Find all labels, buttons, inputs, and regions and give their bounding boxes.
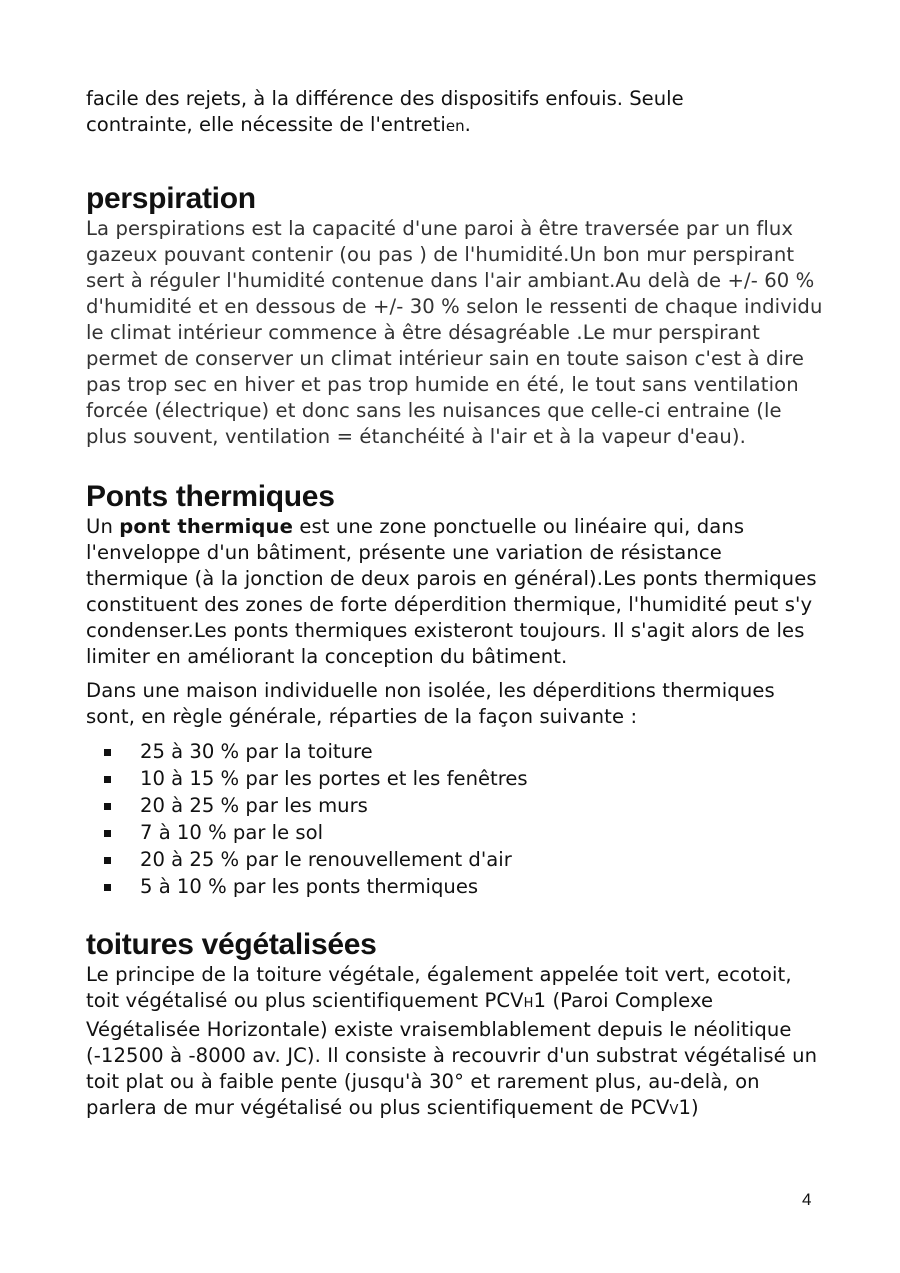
- perspiration-paragraph: La perspirations est la capacité d'une paroi à être traversée par un flux gazeux pouvant contenir (ou pas ) de l'humidité.Un bon mur perspirant sert à réguler l'humidité contenue dans l'air ambiant.Au delà de +/- 60 % d'humidité et en dessous de +/- 30 % selon le ressenti de chaque individu le climat intérieur commence à être désagréable .Le mur perspirant permet de conserver un climat intérieur sain en toute saison c'est à dire pas trop sec en hiver et pas trop humide en été, le tout sans ventilation forcée (électrique) et donc sans les nuisances que celle-ci entraine (le plus souvent, ventilation = étanchéité à l'air et à la vapeur d'eau).: [86, 217, 823, 448]
- ponts-rest: est une zone ponctuelle ou linéaire qui, dans l'enveloppe d'un bâtiment, présente une variation de résistance thermique (à la jonction de deux parois en général).Les ponts thermiques constituent des zones de forte déperdition thermique, l'humidité peut s'y condenser.Les ponts thermiques existeront toujours. Il s'agit alors de les limiter en améliorant la conception du bâtiment.: [86, 515, 817, 668]
- subscript-h: H: [523, 996, 534, 1011]
- intro-line-2-small: en: [445, 117, 465, 135]
- ponts-lead: Un: [86, 515, 120, 538]
- ponts-paragraph-1: [86, 514, 826, 670]
- document-page: [86, 86, 826, 1124]
- list-item: 20 à 25 % par le renouvellement d'air: [86, 846, 826, 873]
- bullet-square-icon: [104, 749, 111, 756]
- list-item: 25 à 30 % par la toiture: [86, 738, 826, 765]
- ponts-bold-term: pont thermique: [119, 515, 293, 538]
- intro-line-1: facile des rejets, à la différence des dispositifs enfouis. Seule: [86, 87, 684, 110]
- heading-toitures-vegetalisees: toitures végétalisées: [86, 928, 377, 961]
- heading-ponts-thermiques: Ponts thermiques: [86, 480, 335, 513]
- list-item: 20 à 25 % par les murs: [86, 792, 826, 819]
- bullet-square-icon: [104, 884, 111, 891]
- bullet-square-icon: [104, 830, 111, 837]
- page-number: 4: [802, 1190, 812, 1209]
- ponts-paragraph-2: Dans une maison individuelle non isolée, les déperditions thermiques sont, en règle générale, réparties de la façon suivante :: [86, 679, 775, 728]
- bullet-square-icon: [104, 776, 111, 783]
- intro-line-2-end: .: [464, 113, 471, 136]
- intro-line-2: contrainte, elle nécessite de l'entreti: [86, 113, 446, 136]
- heading-perspiration: perspiration: [86, 182, 256, 215]
- intro-paragraph: [86, 86, 826, 139]
- list-item: 10 à 15 % par les portes et les fenêtres: [86, 765, 826, 792]
- bullet-square-icon: [104, 803, 111, 810]
- list-item: 7 à 10 % par le sol: [86, 819, 826, 846]
- deperditions-list: [86, 738, 826, 900]
- subscript-v: V: [669, 1103, 679, 1118]
- toitures-paragraph: Le principe de la toiture végétale, également appelée toit vert, ecotoit, toit végétalisé ou plus scientifiquement PCVH1 (Paroi Complexe Végétalisée Horizontale) existe vraisemblablement depuis le néolitique (-12500 à -8000 av. JC). Il consiste à recouvrir d'un substrat végétalisé un toit plat ou à faible pente (jusqu'à 30° et rarement plus, au-delà, on parlera de mur végétalisé ou plus scientifiquement de PCVV1): [86, 963, 818, 1119]
- list-item: 5 à 10 % par les ponts thermiques: [86, 873, 826, 900]
- bullet-square-icon: [104, 857, 111, 864]
